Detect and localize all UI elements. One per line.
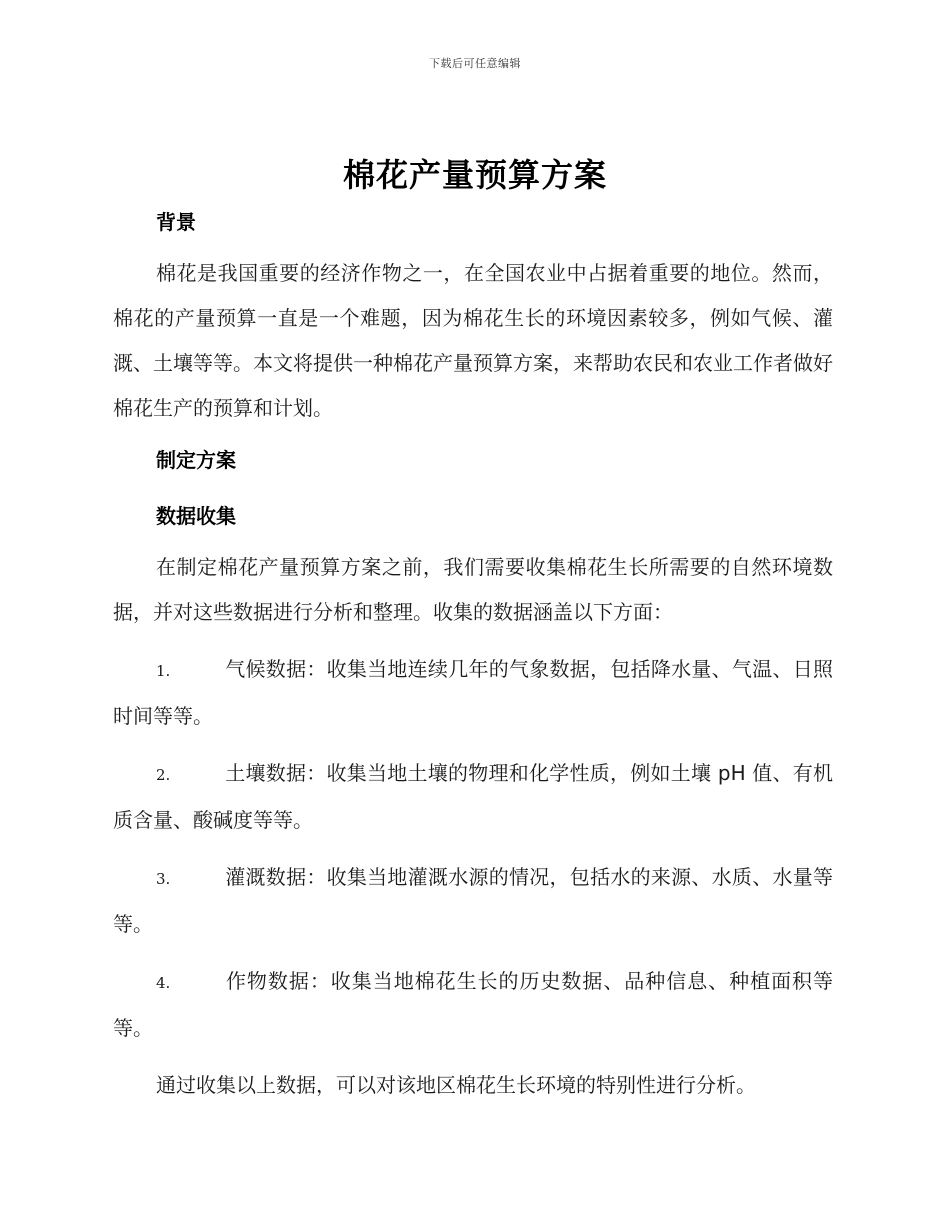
- data-intro-paragraph: 在制定棉花产量预算方案之前，我们需要收集棉花生长所需要的自然环境数据，并对这些数据进行分析和整理。收集的数据涵盖以下方面：: [113, 555, 833, 624]
- section-heading-plan: 制定方案: [156, 448, 236, 472]
- list-text: 土壤数据：收集当地土壤的物理和化学性质，例如土壤 pH 值、有机质含量、酸碱度等等。: [113, 761, 833, 832]
- list-number: 3.: [156, 870, 171, 888]
- list-item: [113, 959, 833, 1051]
- list-item: [113, 751, 833, 843]
- page-title: 棉花产量预算方案: [342, 156, 607, 194]
- list-item: [113, 855, 833, 947]
- list-text: 灌溉数据：收集当地灌溉水源的情况，包括水的来源、水质、水量等等。: [113, 865, 833, 936]
- list-number: 2.: [156, 766, 171, 784]
- list-text: 气候数据：收集当地连续几年的气象数据，包括降水量、气温、日照时间等等。: [113, 657, 833, 728]
- list-item: [113, 647, 833, 739]
- section-heading-data: 数据收集: [156, 504, 236, 528]
- background-paragraph: 棉花是我国重要的经济作物之一，在全国农业中占据着重要的地位。然而，棉花的产量预算一直是一个难题，因为棉花生长的环境因素较多，例如气候、灌溉、土壤等等。本文将提供一种棉花产量预算方案，来帮助农民和农业工作者做好棉花生产的预算和计划。: [113, 261, 833, 420]
- list-number: 4.: [156, 974, 171, 992]
- header-note: 下载后可任意编辑: [429, 57, 521, 70]
- document-body: [113, 205, 833, 1108]
- conclusion-paragraph: 通过收集以上数据，可以对该地区棉花生长环境的特别性进行分析。: [156, 1073, 756, 1097]
- section-heading-background: 背景: [156, 210, 196, 234]
- list-number: 1.: [156, 662, 171, 680]
- list-text: 作物数据：收集当地棉花生长的历史数据、品种信息、种植面积等等。: [113, 969, 833, 1040]
